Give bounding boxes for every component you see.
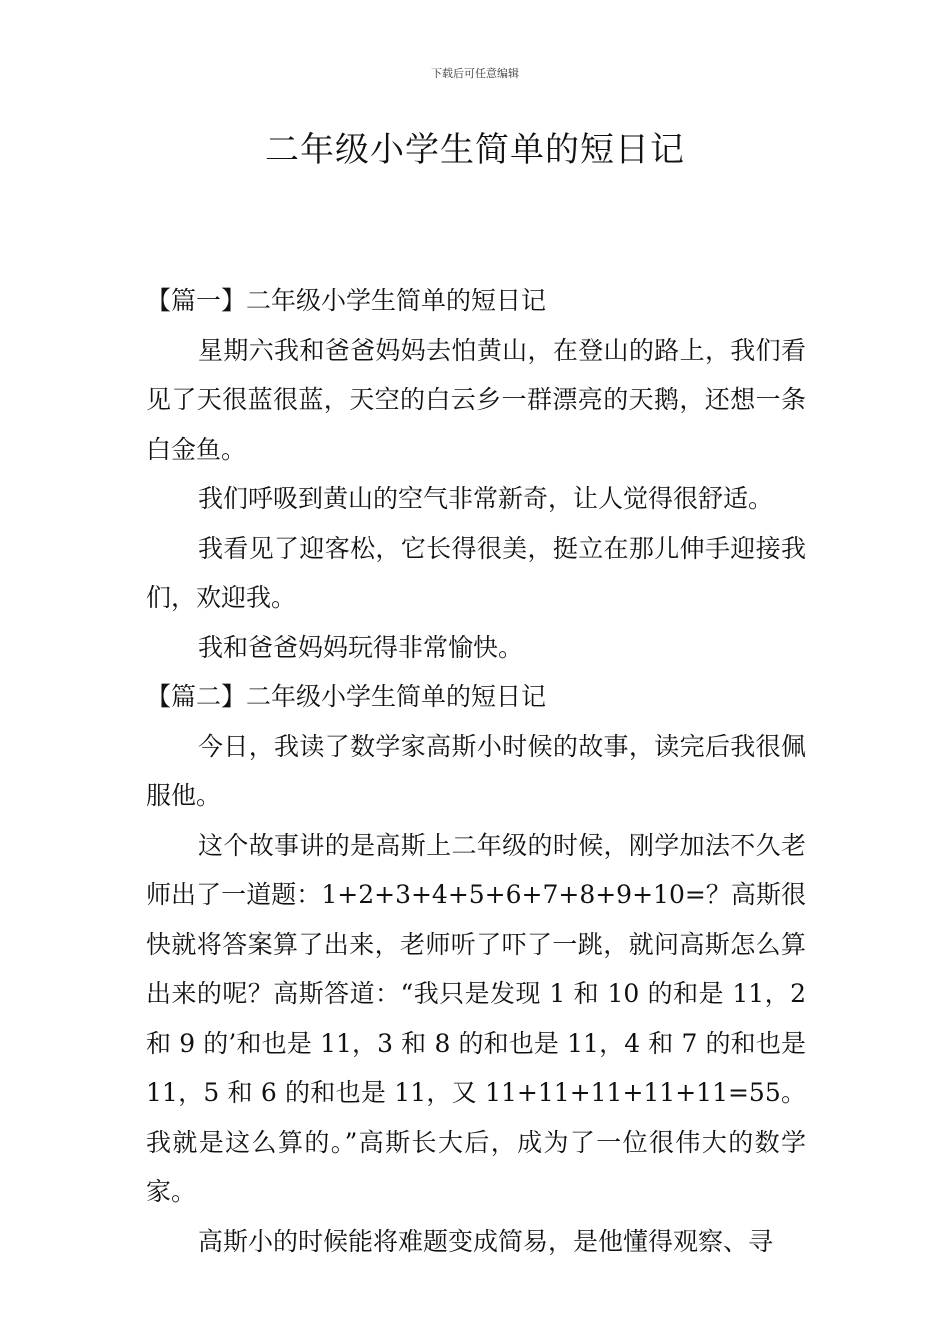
watermark-text: 下载后可任意编辑 — [431, 67, 519, 80]
paragraph: 这个故事讲的是高斯上二年级的时候，刚学加法不久老师出了一道题：1+2+3+4+5+6+7+8+9+10=？高斯很快就将答案算了出来，老师听了吓了一跳，就问高斯怎么算出来的呢？高斯答道：“我只是发现 1 和 10 的和是 11，2 和 9 的’和也是 11，3 和 8 的和也是 11，4 和 7 的和也是 11，5 和 6 的和也是 11，又 11+11+11+11+11=55。我就是这么算的。”高斯长大后，成为了一位很伟大的数学家。 — [146, 830, 806, 1206]
paragraph: 我们呼吸到黄山的空气非常新奇，让人觉得很舒适。 — [198, 484, 774, 513]
section-heading-1: 【篇一】二年级小学生简单的短日记 — [146, 286, 547, 315]
paragraph: 今日，我读了数学家高斯小时候的故事，读完后我很佩服他。 — [146, 731, 806, 810]
paragraph: 高斯小的时候能将难题变成简易，是他懂得观察、寻 — [198, 1226, 774, 1256]
document-body — [146, 276, 806, 1266]
document-title: 二年级小学生简单的短日记 — [265, 130, 685, 170]
paragraph: 星期六我和爸爸妈妈去怕黄山，在登山的路上，我们看见了天很蓝很蓝，天空的白云乡一群漂亮的天鹅，还想一条白金鱼。 — [146, 335, 806, 464]
section-heading-2: 【篇二】二年级小学生简单的短日记 — [146, 682, 547, 711]
paragraph: 我看见了迎客松，它长得很美，挺立在那儿伸手迎接我们，欢迎我。 — [146, 533, 806, 612]
paragraph: 我和爸爸妈妈玩得非常愉快。 — [198, 632, 524, 662]
